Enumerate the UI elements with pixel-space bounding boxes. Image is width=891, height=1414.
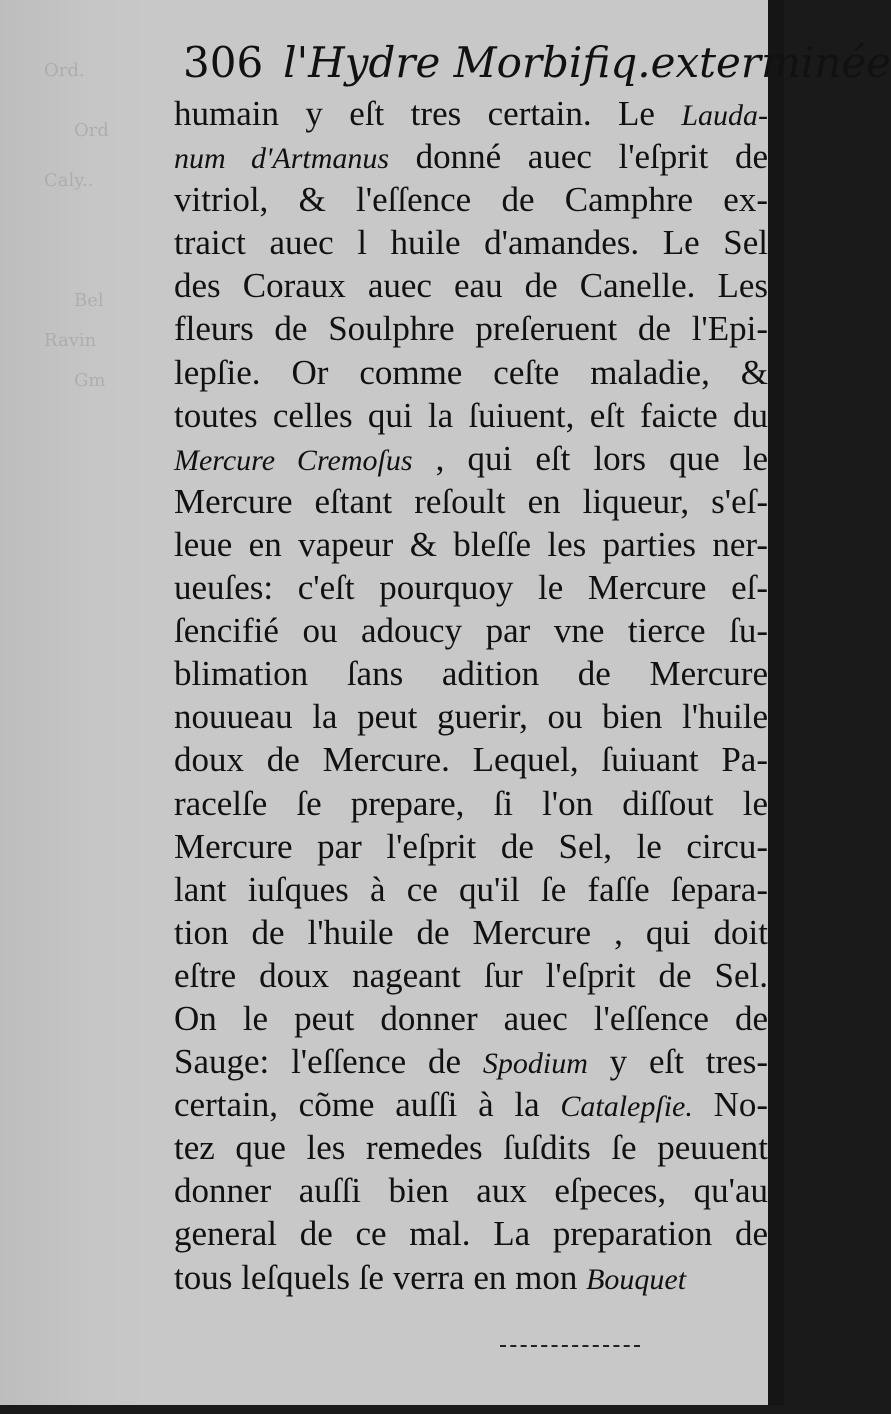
text-line [174, 437, 768, 480]
text-line [174, 825, 768, 868]
text-line [174, 609, 768, 652]
text-segment: general de ce mal. La preparation de [174, 1214, 768, 1254]
text-line [174, 1212, 768, 1255]
text-segment: certain, cõme auſſi à la [174, 1085, 561, 1125]
bleed-line: Gm [74, 370, 106, 391]
text-segment: tion de l'huile de Mercure , qui doit [174, 912, 768, 952]
text-segment: humain y eſt tres certain. Le [174, 94, 682, 133]
text-segment: Mercure eſtant reſoult en liqueur, s'eſ- [174, 481, 768, 521]
bleed-line: Ord [74, 120, 109, 141]
text-line [174, 868, 768, 911]
text-segment: traict auec l huile d'amandes. Le Sel [174, 223, 768, 263]
text-segment: ueuſes: c'eſt pourquoy le Mercure eſ- [174, 568, 768, 608]
text-segment: Sauge: l'eſſence de [174, 1042, 483, 1082]
text-segment: tous leſquels ſe verra en mon [174, 1257, 587, 1297]
italic-segment: Bouquet [586, 1262, 687, 1296]
text-line [174, 1083, 768, 1126]
bleed-line: Ord. [44, 60, 85, 81]
text-segment: des Coraux auec eau de Canelle. Les [174, 266, 768, 306]
text-line [174, 566, 768, 609]
text-segment: On le peut donner auec l'eſſence de [174, 998, 768, 1038]
text-segment: , qui eſt lors que le [412, 438, 768, 478]
text-line [174, 92, 768, 135]
bleed-line: Bel [74, 290, 104, 311]
text-segment: ſencifié ou adoucy par vne tierce ſu- [174, 611, 768, 651]
text-line [174, 652, 768, 695]
running-title: l'Hydre Morbifiq.exterminée [283, 38, 891, 87]
italic-segment: Mercure Cremoſus [174, 443, 413, 477]
text-line [174, 1126, 768, 1169]
text-line [174, 1256, 768, 1299]
footer-rule [500, 1345, 640, 1347]
text-line [174, 221, 768, 264]
text-segment: lepſie. Or comme ceſte maladie, & [174, 352, 768, 392]
text-segment: Mercure par l'eſprit de Sel, le circu- [174, 826, 768, 866]
body-text [174, 92, 768, 1299]
text-segment: No- [692, 1085, 768, 1125]
text-line [174, 1169, 768, 1212]
text-segment: donner auſſi bien aux eſpeces, qu'au [174, 1171, 768, 1211]
running-header [183, 38, 891, 94]
text-segment: eſtre doux nageant ſur l'eſprit de Sel. [174, 955, 768, 995]
text-segment: lant iuſques à ce qu'il ſe faſſe ſepara- [174, 869, 768, 909]
text-line [174, 480, 768, 523]
italic-segment: Catalepſie. [560, 1090, 693, 1124]
bleed-line: Caly.. [44, 170, 94, 191]
text-segment: toutes celles qui la ſuiuent, eſt faicte du [174, 395, 768, 435]
text-line [174, 695, 768, 738]
facing-page-bleed [0, 0, 160, 1405]
text-segment: vitriol, & l'eſſence de Camphre ex- [174, 180, 768, 220]
text-segment: y eſt tres- [587, 1042, 768, 1082]
text-line [174, 1040, 768, 1083]
bleed-line: Ravin [44, 330, 97, 351]
text-line [174, 954, 768, 997]
text-line [174, 782, 768, 825]
page-number: 306 [183, 38, 264, 87]
text-line [174, 523, 768, 566]
text-segment: donné auec l'eſprit de [389, 137, 768, 177]
italic-segment: Lauda- [681, 99, 768, 132]
text-line [174, 178, 768, 221]
text-segment: racelſe ſe prepare, ſi l'on diſſout le [174, 783, 768, 823]
text-segment: nouueau la peut guerir, ou bien l'huile [174, 697, 768, 737]
text-line [174, 997, 768, 1040]
text-line [174, 135, 768, 178]
text-segment: tez que les remedes ſuſdits ſe peuuent [174, 1128, 768, 1168]
text-segment: fleurs de Soulphre preſeruent de l'Epi- [174, 309, 768, 349]
text-line [174, 264, 768, 307]
text-line [174, 911, 768, 954]
text-segment: leue en vapeur & bleſſe les parties ner- [174, 524, 768, 564]
text-segment: doux de Mercure. Lequel, ſuiuant Pa- [174, 740, 768, 780]
italic-segment: Spodium [482, 1047, 588, 1081]
text-line [174, 738, 768, 781]
italic-segment: num d'Artmanus [174, 142, 390, 176]
text-line [174, 351, 768, 394]
text-line [174, 307, 768, 350]
text-segment: blimation ſans adition de Mercure [174, 654, 768, 694]
text-line [174, 394, 768, 437]
